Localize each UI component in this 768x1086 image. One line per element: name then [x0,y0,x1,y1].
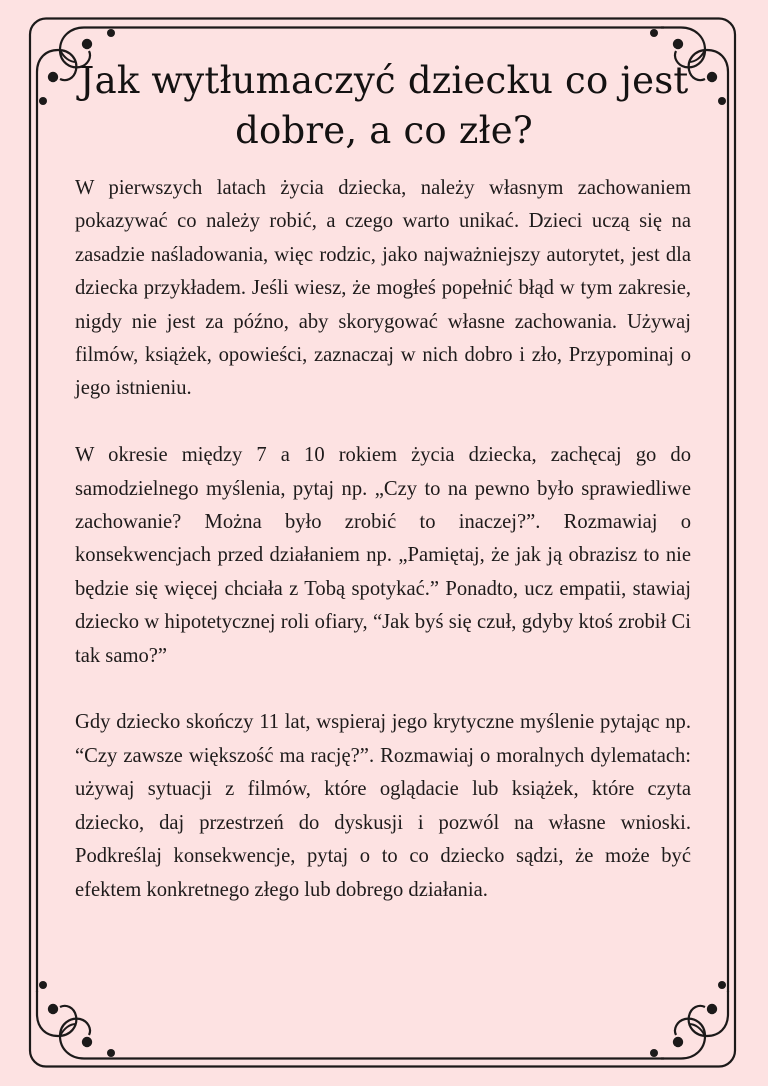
corner-ornament-bottom-left [37,981,115,1059]
paragraph-early-years: W pierwszych latach życia dziecka, należy własnym zachowaniem pokazywać co należy robić, a czego warto unikać. Dzieci uczą się na zasadzie naśladowania, więc rodzic, jako najważniejszy autorytet, jest dla dziecka przykładem. Jeśli wiesz, że mogłeś popełnić błąd w tym zakresie, nigdy nie jest za późno, aby skorygować własne zachowania. Używaj filmów, książek, opowieści, zaznaczaj w nich dobro i zło, Przypominaj o jego istnieniu. [75,177,691,400]
article-body [75,172,691,940]
paragraph-age-11-plus: Gdy dziecko skończy 11 lat, wspieraj jego krytyczne myślenie pytając np. “Czy zawsze większość ma rację?”. Rozmawiaj o moralnych dylematach: używaj sytuacji z filmów, które oglądacie lub książek, które czyta dziecko, daj przestrzeń do dyskusji i pozwól na własne wnioski. Podkreślaj konsekwencje, pytaj o to co dziecko sądzi, że może być efektem konkretnego złego lub dobrego działania. [75,711,691,901]
paragraph-ages-7-10: W okresie między 7 a 10 rokiem życia dziecka, zachęcaj go do samodzielnego myślenia, pytaj np. „Czy to na pewno było sprawiedliwe zachowanie? Można było zrobić to inaczej?”. Rozmawiaj o konsekwencjach przed działaniem np. „Pamiętaj, że jak ją obrazisz to nie będzie się więcej chciała z Tobą spotykać.” Ponadto, ucz empatii, stawiaj dziecko w hipotetycznej roli ofiary, “Jak byś się czuł, gdyby ktoś zrobił Ci tak samo?” [75,444,691,667]
page-title: Jak wytłumaczyć dziecku co jest dobre, a co złe? [79,59,689,152]
corner-ornament-bottom-right [650,981,728,1059]
